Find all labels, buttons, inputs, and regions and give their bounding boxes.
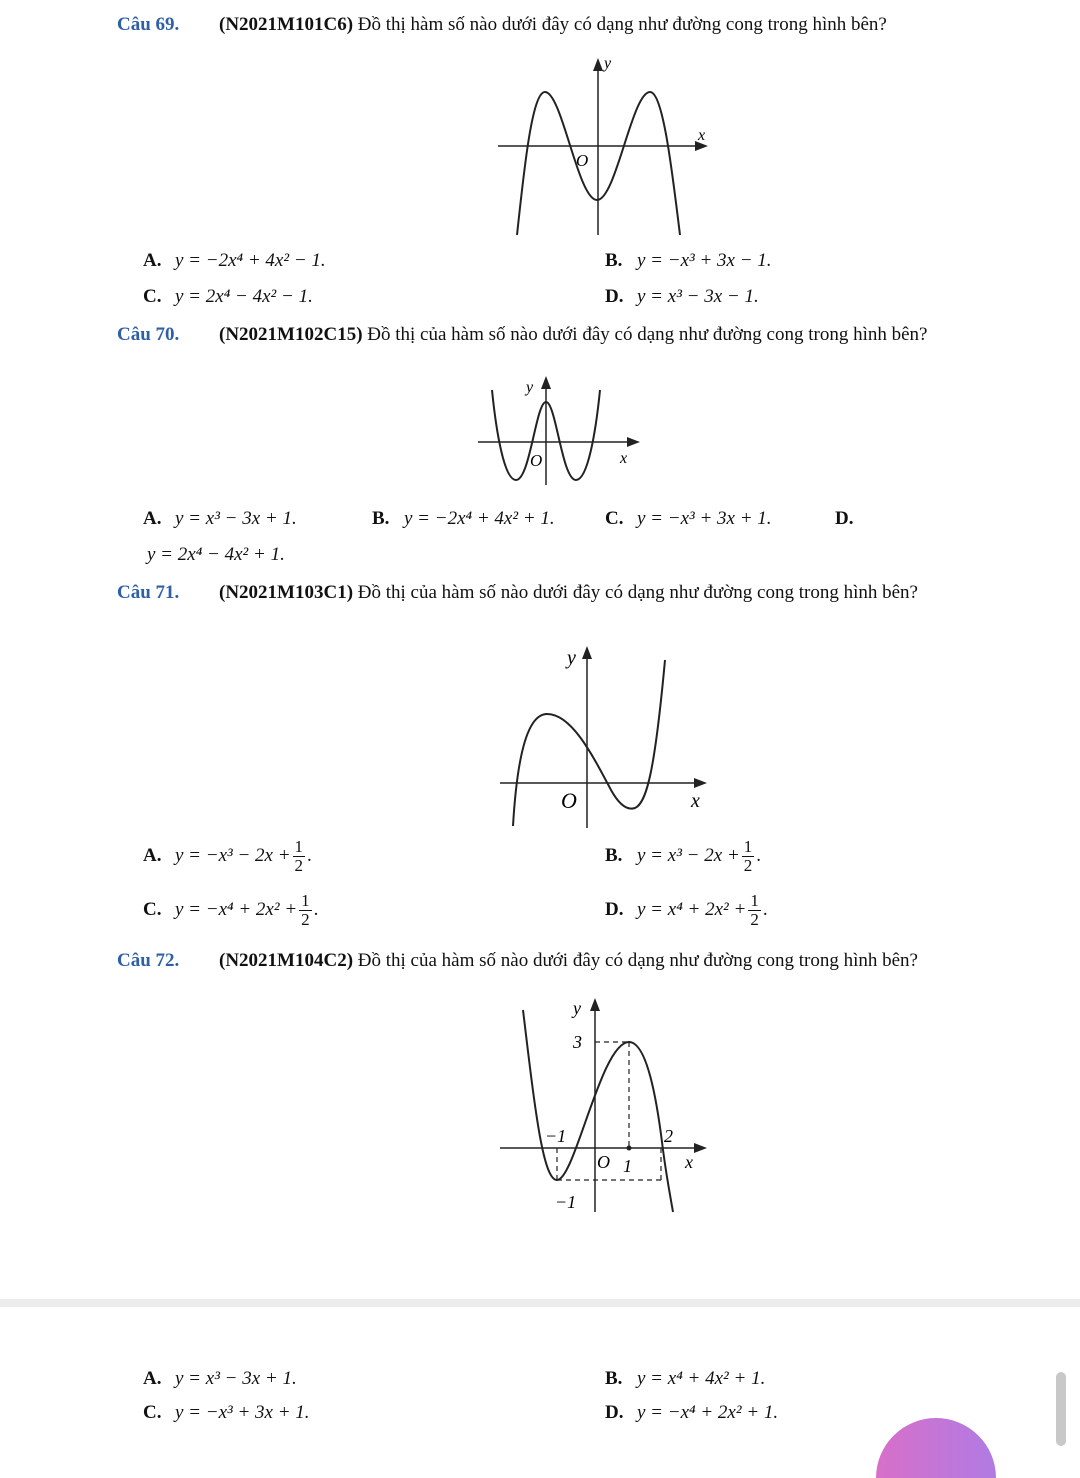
origin-label: O: [597, 1152, 610, 1172]
tick-y-3: 3: [573, 1032, 582, 1052]
question-text: Đồ thị của hàm số nào dưới đây có dạng như đường cong trong hình bên?: [357, 950, 918, 971]
fraction-numerator: 1: [743, 837, 753, 856]
q69-option-c[interactable]: [143, 284, 313, 310]
q69-option-d[interactable]: [605, 284, 759, 310]
tick-x-neg1: −1: [545, 1126, 567, 1146]
option-label: A.: [143, 1368, 162, 1389]
option-formula: y = x³ − 3x − 1.: [637, 286, 759, 307]
fraction: [742, 838, 755, 875]
option-end: .: [313, 898, 319, 920]
q70-option-a[interactable]: [143, 506, 297, 532]
x-axis-label: x: [620, 450, 628, 467]
y-axis-label: y: [604, 55, 612, 72]
q71-graph: [495, 638, 725, 833]
q72-option-b[interactable]: [605, 1366, 765, 1392]
fraction-numerator: 1: [750, 891, 759, 910]
option-label: C.: [143, 898, 162, 920]
x-axis-label: x: [691, 790, 700, 812]
y-axis-arrow-icon: [593, 58, 603, 71]
tick-y-neg1: −1: [555, 1192, 577, 1212]
option-end: .: [756, 844, 761, 866]
fraction: [293, 838, 306, 875]
question-69-header: [117, 12, 1017, 38]
q69-option-a[interactable]: [143, 248, 326, 274]
x-axis-label: x: [698, 127, 706, 144]
scrollbar-thumb[interactable]: [1056, 1372, 1066, 1446]
origin-label: O: [576, 151, 589, 170]
y-axis-label: y: [573, 998, 581, 1018]
option-formula: y = −x³ + 3x + 1.: [637, 508, 772, 529]
floating-action-button[interactable]: [876, 1418, 996, 1478]
fraction-numerator: 1: [294, 837, 304, 856]
option-formula: y = −2x⁴ + 4x² − 1.: [175, 250, 326, 271]
q70-graph: [470, 370, 650, 490]
question-text: Đồ thị của hàm số nào dưới đây có dạng như đường cong trong hình bên?: [357, 582, 918, 603]
option-label: D.: [835, 508, 854, 529]
q72-option-c[interactable]: [143, 1400, 310, 1426]
q72-graph: [495, 990, 720, 1215]
fraction-denominator: 2: [301, 910, 310, 929]
q70-option-c[interactable]: [605, 506, 772, 532]
option-formula: y = −x⁴ + 2x² + 1.: [637, 1402, 779, 1423]
q71-option-d[interactable]: [605, 892, 768, 929]
question-text: Đồ thị hàm số nào dưới đây có dạng như đường cong trong hình bên?: [357, 14, 887, 35]
option-label: A.: [143, 250, 162, 271]
option-label: B.: [605, 844, 623, 866]
option-label: C.: [143, 286, 162, 307]
option-formula: y = x⁴ + 4x² + 1.: [637, 1368, 766, 1389]
origin-label: O: [530, 451, 543, 470]
q71-option-b[interactable]: [605, 838, 761, 875]
option-label: B.: [605, 1368, 623, 1389]
option-formula: y = −x³ − 2x +: [175, 844, 291, 866]
point-x-1: [627, 1146, 632, 1151]
question-text: Đồ thị của hàm số nào dưới đây có dạng như đường cong trong hình bên?: [367, 324, 928, 345]
q70-option-b[interactable]: [372, 506, 555, 532]
option-formula: y = −2x⁴ + 4x² + 1.: [404, 508, 555, 529]
question-number: Câu 70.: [117, 324, 180, 345]
question-72-header: [117, 948, 1007, 974]
question-number: Câu 69.: [117, 14, 180, 35]
option-formula: y = 2x⁴ − 4x² + 1.: [147, 544, 285, 565]
option-end: .: [762, 898, 768, 920]
option-formula: y = −x⁴ + 2x² +: [175, 898, 298, 920]
option-label: D.: [605, 898, 624, 920]
q70-option-d[interactable]: [835, 506, 867, 532]
function-curve: [513, 660, 665, 826]
option-label: A.: [143, 508, 162, 529]
q69-graph: [490, 50, 730, 240]
x-axis-arrow-icon: [694, 1143, 707, 1153]
page-divider: [0, 1299, 1080, 1307]
q72-option-a[interactable]: [143, 1366, 297, 1392]
option-label: B.: [372, 508, 390, 529]
option-formula: y = −x³ + 3x − 1.: [637, 250, 772, 271]
q71-option-c[interactable]: [143, 892, 318, 929]
question-code: (N2021M104C2): [219, 950, 354, 971]
tick-x-1: 1: [623, 1156, 632, 1176]
fraction: [748, 892, 761, 929]
question-71-header: [117, 580, 1007, 606]
q70-option-d-formula: [147, 542, 285, 568]
y-axis-arrow-icon: [590, 998, 600, 1011]
option-formula: y = −x³ + 3x + 1.: [175, 1402, 310, 1423]
x-axis-arrow-icon: [627, 437, 640, 447]
option-label: C.: [605, 508, 624, 529]
fraction-denominator: 2: [743, 856, 753, 875]
question-code: (N2021M103C1): [219, 582, 354, 603]
question-code: (N2021M101C6): [219, 14, 354, 35]
fraction-denominator: 2: [750, 910, 759, 929]
option-end: .: [307, 844, 312, 866]
option-formula: y = x³ − 3x + 1.: [175, 508, 297, 529]
question-number: Câu 72.: [117, 950, 180, 971]
tick-x-2: 2: [664, 1126, 673, 1146]
option-label: B.: [605, 250, 623, 271]
origin-label: O: [561, 788, 577, 813]
x-axis-arrow-icon: [694, 778, 707, 788]
option-formula: y = x³ − 2x +: [637, 844, 740, 866]
fraction: [299, 892, 312, 929]
question-code: (N2021M102C15): [219, 324, 363, 345]
option-label: A.: [143, 844, 162, 866]
question-70-header: [117, 322, 1007, 348]
option-label: C.: [143, 1402, 162, 1423]
option-label: D.: [605, 1402, 624, 1423]
q71-option-a[interactable]: [143, 838, 312, 875]
option-label: D.: [605, 286, 624, 307]
y-axis-label: y: [526, 379, 534, 396]
q69-option-b[interactable]: [605, 248, 772, 274]
fraction-denominator: 2: [294, 856, 304, 875]
option-formula: y = x³ − 3x + 1.: [175, 1368, 297, 1389]
y-axis-label: y: [567, 647, 576, 669]
q72-option-d[interactable]: [605, 1400, 778, 1426]
option-formula: y = 2x⁴ − 4x² − 1.: [175, 286, 313, 307]
y-axis-arrow-icon: [582, 646, 592, 659]
question-number: Câu 71.: [117, 582, 180, 603]
function-curve: [523, 1010, 673, 1212]
fraction-numerator: 1: [301, 891, 310, 910]
option-formula: y = x⁴ + 2x² +: [637, 898, 747, 920]
x-axis-label: x: [685, 1152, 693, 1172]
y-axis-arrow-icon: [541, 376, 551, 389]
